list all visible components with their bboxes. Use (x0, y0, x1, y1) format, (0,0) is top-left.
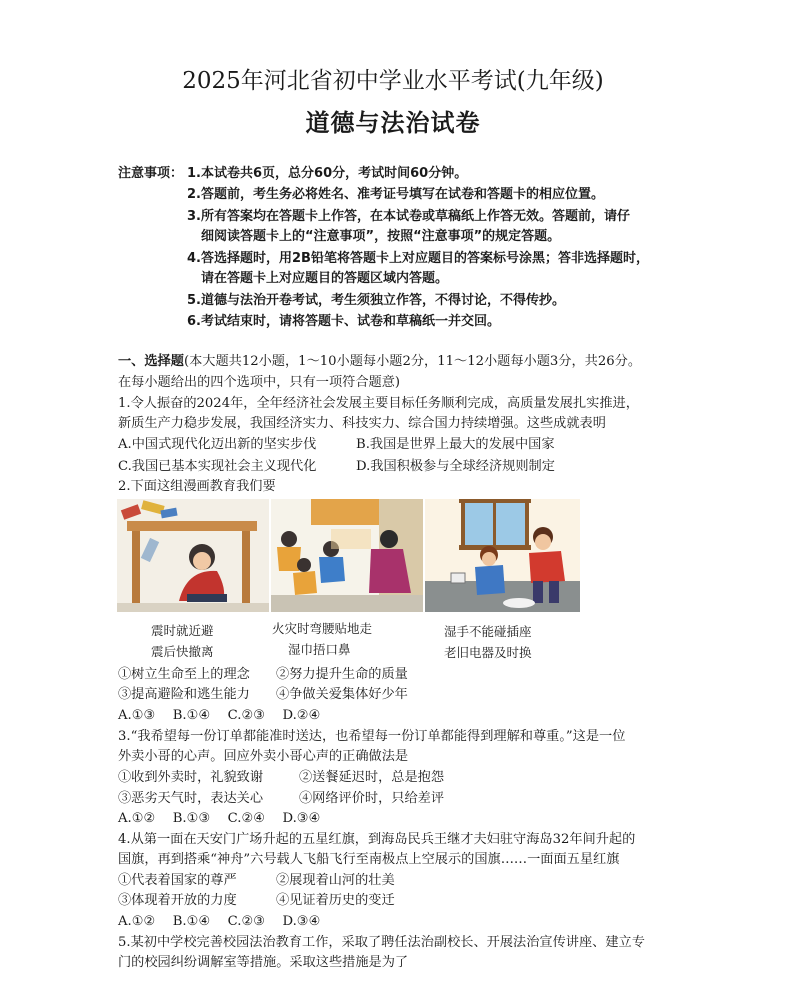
q2-statement: ④争做关爱集体好少年 (276, 687, 408, 702)
q4-statement: ①代表着国家的尊严 (118, 873, 237, 888)
q2-statement: ①树立生命至上的理念 (118, 667, 250, 682)
section-note-2: 在每小题给出的四个选项中，只有一项符合题意) (118, 375, 401, 390)
notice-item: 1.本试卷共6页，总分60分，考试时间60分钟。 (187, 166, 468, 181)
caption-fire-2: 湿巾捂口鼻 (288, 642, 351, 657)
q4-statement: ③体现着开放的力度 (118, 893, 237, 908)
caption-electricity-1: 湿手不能碰插座 (444, 624, 532, 639)
q1-option-c: C.我国已基本实现社会主义现代化 (118, 459, 317, 474)
q3-options: A.①② B.①③ C.②④ D.③④ (118, 811, 321, 826)
q1-option-d: D.我国积极参与全球经济规则制定 (356, 459, 555, 474)
q4-options: A.①② B.①④ C.②③ D.③④ (118, 914, 321, 929)
q4-stem-2: 国旗，再到搭乘“神舟”六号载人飞船飞行至南极点上空展示的国旗……一面面五星红旗 (118, 852, 620, 867)
cartoon-electricity (425, 499, 580, 612)
earthquake-illustration (117, 499, 269, 612)
subject-title: 道德与法治试卷 (305, 108, 481, 137)
q3-statement: ③恶劣天气时，表达关心 (118, 791, 264, 806)
notice-item: 3.所有答案均在答题卡上作答，在本试卷或草稿纸上作答无效。答题前，请仔 (187, 209, 630, 224)
caption-electricity-2: 老旧电器及时换 (444, 645, 532, 660)
electricity-illustration (425, 499, 580, 612)
q1-stem: 1.令人振奋的2024年，全年经济社会发展主要目标任务顺利完成，高质量发展扎实推进， (118, 396, 639, 411)
q1-stem-2: 新质生产力稳步发展，我国经济实力、科技实力、综合国力持续增强。这些成就表明 (118, 416, 606, 431)
notice-item: 请在答题卡上对应题目的答题区域内答题。 (201, 271, 449, 286)
q3-statement: ①收到外卖时，礼貌致谢 (118, 770, 264, 785)
q2-statement: ③提高避险和逃生能力 (118, 687, 250, 702)
q3-statement: ②送餐延迟时，总是抱怨 (299, 770, 445, 785)
q2-stem: 2.下面这组漫画教育我们要 (118, 479, 276, 494)
q3-statement: ④网络评价时，只给差评 (299, 791, 445, 806)
section-heading: 一、选择题 (118, 354, 184, 369)
section-note: (本大题共12小题，1～10小题每小题2分，11～12小题每小题3分，共26分。 (183, 354, 642, 369)
q5-stem-2: 门的校园纠纷调解室等措施。采取这些措施是为了 (118, 955, 409, 970)
q2-statement: ②努力提升生命的质量 (276, 667, 408, 682)
q3-stem: 3.“我希望每一份订单都能准时送达，也希望每一份订单都能得到理解和尊重。”这是一位 (118, 729, 626, 744)
notice-item: 细阅读答题卡上的“注意事项”，按照“注意事项”的规定答题。 (201, 229, 561, 244)
q5-stem: 5.某初中学校完善校园法治教育工作，采取了聘任法治副校长、开展法治宣传讲座、建立专 (118, 935, 645, 950)
q4-statement: ②展现着山河的壮美 (276, 873, 395, 888)
q4-stem: 4.从第一面在天安门广场升起的五星红旗，到海岛民兵王继才夫妇驻守海岛32年间升起的 (118, 832, 636, 847)
caption-fire-1: 火灾时弯腰贴地走 (272, 621, 373, 636)
q1-option-b: B.我国是世界上最大的发展中国家 (356, 437, 555, 452)
cartoon-earthquake (117, 499, 269, 612)
q1-option-a: A.中国式现代化迈出新的坚实步伐 (118, 437, 317, 452)
q2-options: A.①③ B.①④ C.②③ D.②④ (118, 708, 321, 723)
q4-statement: ④见证着历史的变迁 (276, 893, 395, 908)
section-heading-line (118, 350, 641, 369)
notice-item: 2.答题前，考生务必将姓名、准考证号填写在试卷和答题卡的相应位置。 (187, 187, 604, 202)
cartoon-fire (271, 499, 423, 612)
notice-item: 4.答选择题时，用2B铅笔将答题卡上对应题目的答案标号涂黑；答非选择题时， (187, 251, 649, 266)
exam-title: 2025年河北省初中学业水平考试(九年级) (182, 68, 604, 94)
notice-label: 注意事项： (118, 166, 184, 181)
caption-earthquake-2: 震后快撤离 (151, 644, 214, 659)
fire-illustration (271, 499, 423, 612)
q3-stem-2: 外卖小哥的心声。回应外卖小哥心声的正确做法是 (118, 749, 409, 764)
notice-item: 6.考试结束时，请将答题卡、试卷和草稿纸一并交回。 (187, 314, 500, 329)
notice-item: 5.道德与法治开卷考试，考生须独立作答，不得讨论，不得传抄。 (187, 293, 565, 308)
caption-earthquake-1: 震时就近避 (151, 623, 214, 638)
